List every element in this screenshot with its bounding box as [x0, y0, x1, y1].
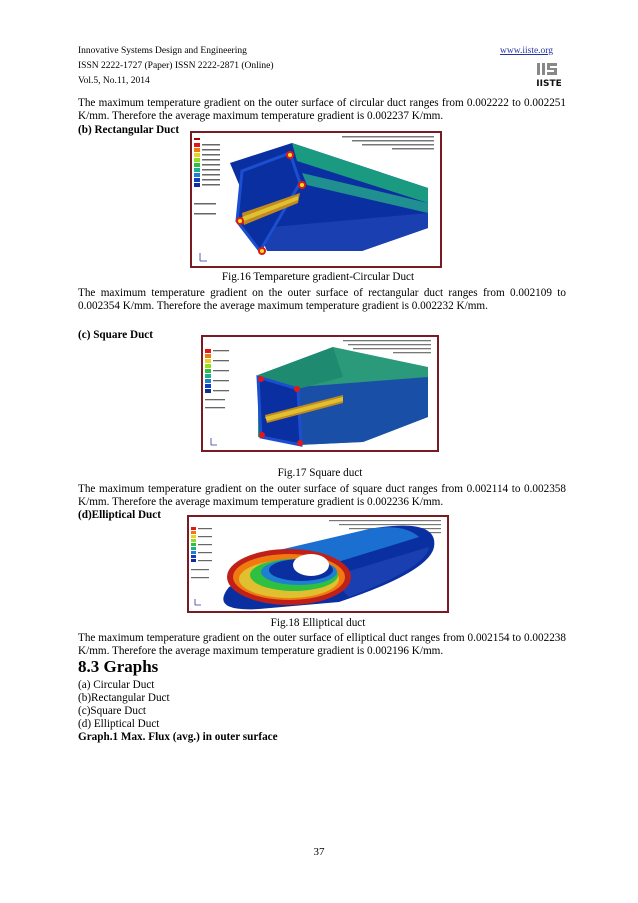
page-number: 37: [313, 846, 325, 858]
graph-item-circular: (a) Circular Duct: [78, 679, 155, 691]
paragraph-elliptical: The maximum temperature gradient on the outer surface of elliptical duct ranges from 0.002154 to 0.002238 K/mm. Therefore the average maximum temperature gradient is 0.002196 K/mm.: [78, 632, 566, 658]
figure-17-caption: Fig.17 Square duct: [277, 467, 363, 479]
paragraph-circular: The maximum temperature gradient on the outer surface of circular duct ranges from 0.002222 to 0.002251 K/mm. Therefore the average maximum temperature gradient is 0.002237 K/mm.: [78, 97, 566, 123]
figure-16-rectangular-duct: [190, 131, 442, 268]
section-rectangular: (b) Rectangular Duct: [78, 124, 180, 136]
paragraph-rectangular: The maximum temperature gradient on the outer surface of rectangular duct ranges from 0.002109 to 0.002354 K/mm. Therefore the average maximum temperature gradient is 0.002232 K/mm.: [78, 287, 566, 313]
issn-line: ISSN 2222-1727 (Paper) ISSN 2222-2871 (Online): [78, 61, 274, 71]
journal-name: Innovative Systems Design and Engineering: [78, 46, 247, 56]
svg-text:IISTE: IISTE: [536, 79, 562, 88]
website-link[interactable]: www.iiste.org: [500, 46, 554, 56]
section-elliptical: (d)Elliptical Duct: [78, 509, 161, 521]
graph-item-elliptical: (d) Elliptical Duct: [78, 718, 160, 730]
figure-18-caption: Fig.18 Elliptical duct: [270, 617, 366, 629]
figure-16-caption: Fig.16 Tempareture gradient-Circular Duct: [221, 271, 415, 283]
volume-line: Vol.5, No.11, 2014: [78, 76, 150, 86]
section-square: (c) Square Duct: [78, 329, 153, 341]
graph-1-title: Graph.1 Max. Flux (avg.) in outer surface: [78, 731, 278, 743]
graphs-heading: 8.3 Graphs: [78, 657, 159, 676]
figure-18-elliptical-duct: [187, 515, 449, 613]
graph-item-rectangular: (b)Rectangular Duct: [78, 692, 170, 704]
figure-17-square-duct: [201, 335, 439, 452]
graph-item-square: (c)Square Duct: [78, 705, 147, 717]
iiste-logo: [535, 60, 563, 88]
paragraph-square: The maximum temperature gradient on the outer surface of square duct ranges from 0.002114 to 0.002358 K/mm. Therefore the average maximum temperature gradient is 0.002236 K/mm.: [78, 483, 566, 509]
